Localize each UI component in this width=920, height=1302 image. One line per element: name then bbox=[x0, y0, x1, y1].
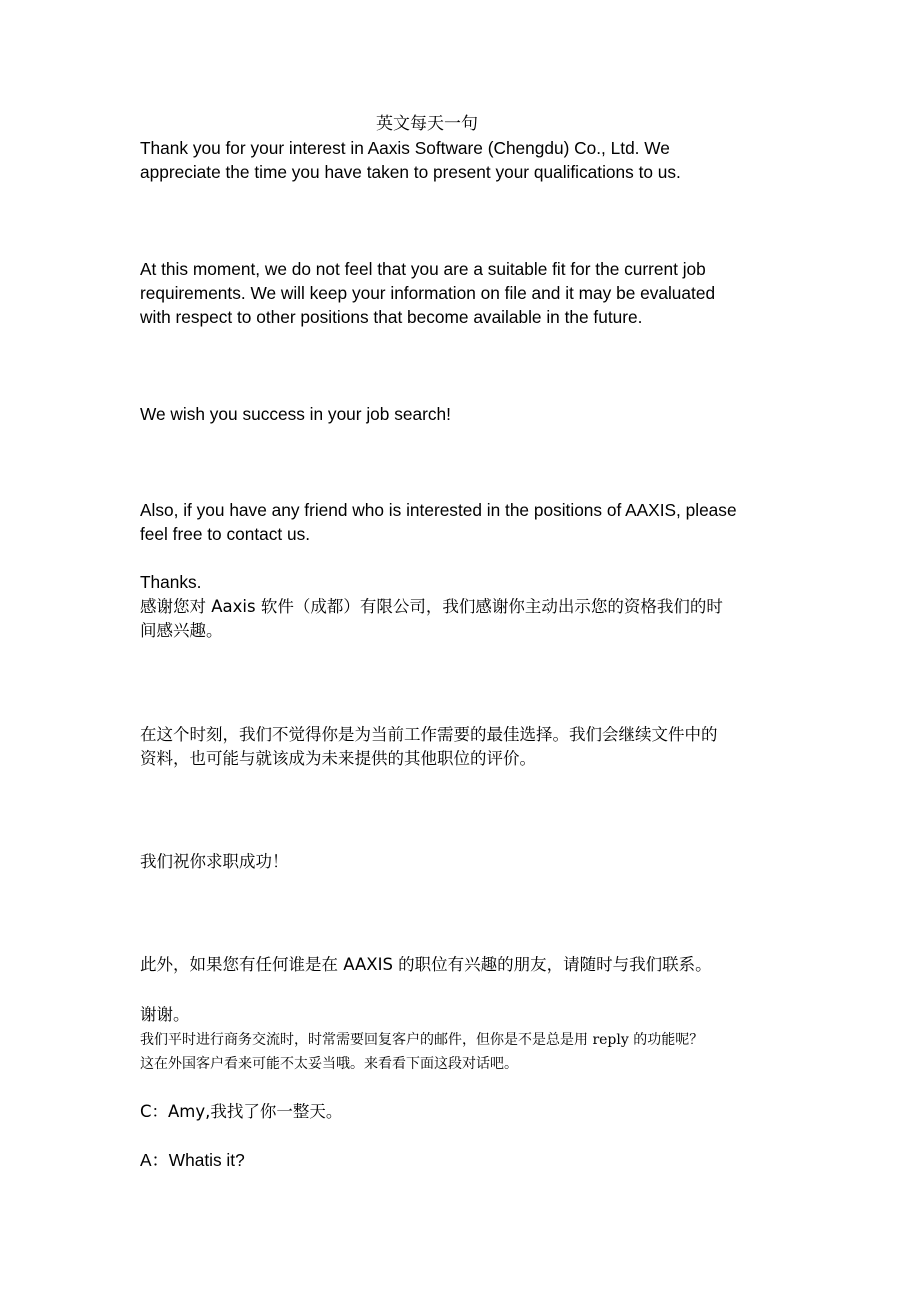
english-paragraph-wish-success: We wish you success in your job search! bbox=[140, 404, 451, 424]
chinese-paragraph-refer-friend: 此外，如果您有任何谁是在 AAXIS 的职位有兴趣的朋友，请随时与我们联系。 bbox=[140, 955, 712, 974]
intro-paragraph-email-reply: 我们平时进行商务交流时，时常需要回复客户的邮件，但你是不是总是用 reply 的功能呢？ 这在外国客户看来可能不太妥当哦。来看看下面这段对话吧。 bbox=[140, 1032, 704, 1072]
document-title: 英文每天一句 bbox=[376, 114, 478, 134]
chinese-paragraph-wish-success: 我们祝你求职成功！ bbox=[140, 852, 289, 871]
english-paragraph-thanks: Thanks. bbox=[140, 572, 202, 592]
dialogue-line-a: A：Whatis it? bbox=[140, 1150, 245, 1170]
english-paragraph-thanks-interest: Thank you for your interest in Aaxis Software (Chengdu) Co., Ltd. We appreciate the time you have taken to present your qualifications to us. bbox=[140, 138, 681, 182]
chinese-paragraph-thanks-interest: 感谢您对 Aaxis 软件（成都）有限公司，我们感谢你主动出示您的资格我们的时 间感兴趣。 bbox=[140, 597, 723, 640]
dialogue-line-c: C：Amy,我找了你一整天。 bbox=[140, 1102, 343, 1121]
chinese-paragraph-thanks: 谢谢。 bbox=[140, 1005, 190, 1024]
english-paragraph-not-suitable: At this moment, we do not feel that you are a suitable fit for the current job requirements. We will keep your information on file and it may be evaluated with respect to other positions that become available in the future. bbox=[140, 259, 716, 327]
english-paragraph-refer-friend: Also, if you have any friend who is interested in the positions of AAXIS, please feel free to contact us. bbox=[140, 500, 737, 544]
chinese-paragraph-not-suitable: 在这个时刻，我们不觉得你是为当前工作需要的最佳选择。我们会继续文件中的 资料，也可能与就该成为未来提供的其他职位的评价。 bbox=[140, 725, 718, 768]
